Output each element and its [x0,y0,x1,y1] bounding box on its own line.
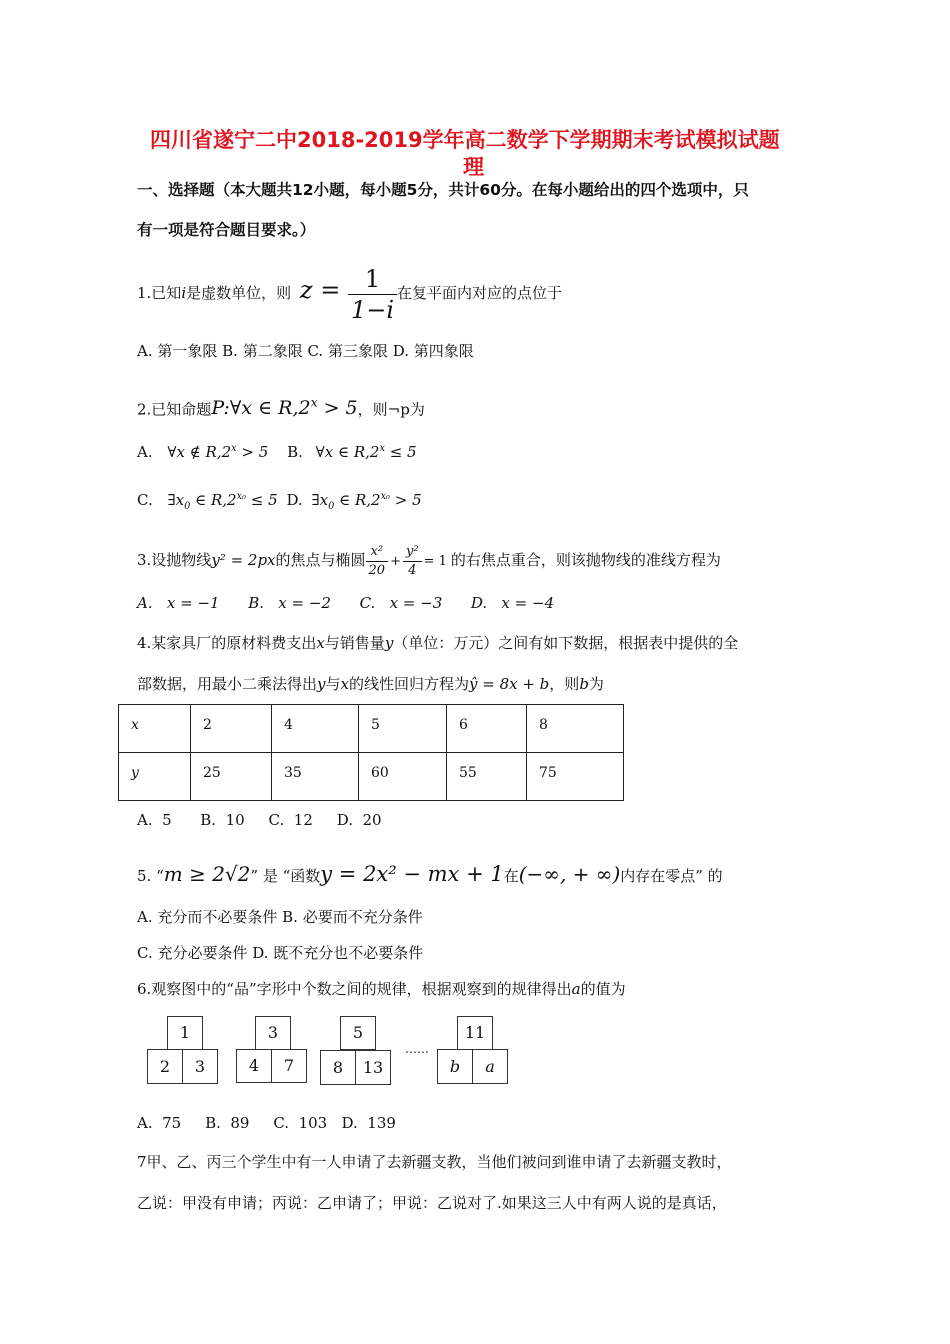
figure-top-box: 1 [167,1016,203,1050]
q4-l2e: 为 [588,675,604,693]
figure-left-box: 2 [147,1049,183,1084]
q2-suffix: ，则¬p为 [357,400,425,419]
question-6 [137,978,626,999]
table-cell: 60 [359,753,447,801]
q3-options: A. x = −1 B. x = −2 C. x = −3 D. x = −4 [137,594,555,612]
figure-right-box: a [472,1049,508,1084]
q3-eqone: = 1 [423,554,447,569]
document-title: 四川省遂宁二中2018-2019学年高二数学下学期期末考试模拟试题 [150,128,780,152]
q3-f1num: x² [366,543,389,562]
q4-b: b [579,675,589,693]
q4-l1c: （单位：万元）之间有如下数据，根据表中提供的全 [393,634,739,652]
question-5 [137,856,723,894]
q5-mid2: 在 [503,867,519,885]
q5-options-cd: C. 充分必要条件 D. 既不充分也不必要条件 [137,944,424,962]
figure-top-box: 5 [340,1016,376,1050]
q3-frac1 [366,543,389,580]
table-row [119,705,624,753]
q5-interval: (−∞, + ∞) [518,862,621,886]
q2-optA-sup: x [231,443,237,454]
q2-optD-sub: 0 [328,501,335,512]
q5-mid1: ” 是 “函数 [250,867,321,885]
q2-options-cd [137,485,422,519]
figure-left-box: 8 [320,1050,356,1085]
q4-l2a: 部数据，用最小二乘法得出 [137,675,318,693]
question-7-line2: 乙说：甲没有申请；丙说：乙申请了；甲说：乙说对了.如果这三人中有两人说的是真话， [137,1194,727,1212]
q6-a: a [571,980,581,998]
table-cell: 25 [191,753,272,801]
q2-optD-mid: ∈ R,2 [334,491,381,509]
q5-options-ab: A. 充分而不必要条件 B. 必要而不充分条件 [137,908,423,926]
q3-f1den: 20 [368,562,386,578]
q4-x2: x [340,675,349,693]
q2-optC-label: C. [137,491,153,509]
q6-text-a: 6.观察图中的“品”字形中个数之间的规律，根据观察到的规律得出 [137,980,572,998]
q2-optA-base: ∀x ∉ R,2 [167,443,232,461]
q2-prop [211,397,357,419]
table-cell: 55 [447,753,527,801]
figure-left-box: 4 [236,1049,272,1083]
q4-x: x [316,634,325,652]
q5-function: y = 2x² − mx + 1 [320,862,504,886]
figure-right-box: 7 [271,1049,307,1083]
q3-f2num: y² [403,543,422,562]
table-cell: 2 [191,705,272,753]
q1-i: i [181,284,187,302]
q2-optD-label: D. [286,491,303,509]
q3-frac2 [403,543,422,580]
table-cell: 4 [272,705,359,753]
question-7-line1: 7甲、乙、丙三个学生中有一人申请了去新疆支教，当他们被问到谁申请了去新疆支教时， [137,1153,732,1171]
q6-options: A. 75 B. 89 C. 103 D. 139 [137,1114,396,1132]
q4-y: y [384,634,394,652]
question-4-line1 [137,632,738,653]
q5-suffix: 内存在零点” 的 [620,867,723,885]
q2-optB-tail: ≤ 5 [384,443,417,461]
table-cell: 35 [272,753,359,801]
q5-condition: m ≥ 2√2 [163,862,251,886]
q2-optD [311,491,422,512]
q3-parabola: y² = 2px [211,551,276,569]
q3-f2den: 4 [408,562,417,578]
table-cell: 5 [359,705,447,753]
q4-y2: y [317,675,326,693]
q2-optC-base: ∃x [167,491,185,509]
figure-left-box: b [437,1049,473,1084]
data-table [118,704,624,801]
q2-optD-sup: x₀ [380,491,390,502]
document-title-line2: 理 [463,155,484,179]
q4-l2c: 的线性回归方程为 [348,675,469,693]
q4-regression: ŷ = 8x + b [469,675,550,693]
q1-num: 1 [348,264,397,295]
q3-prefix: 3.设抛物线 [137,551,212,569]
q3-suffix: 的右焦点重合，则该抛物线的准线方程为 [450,551,721,569]
q1-mid: 是虚数单位，则 [186,284,292,302]
q1-suffix: 在复平面内对应的点位于 [397,284,563,302]
q2-prop-tail: > 5 [317,397,358,420]
q4-l1a: 4.某家具厂的原材料费支出 [137,634,317,652]
q2-prop-sup: x [310,396,318,410]
q2-optB-label: B. [287,443,303,461]
q2-optC-mid: ∈ R,2 [190,491,237,509]
figure-top-box: 3 [255,1016,291,1050]
table-cell: y [119,753,191,801]
q2-optB-base: ∀x ∈ R,2 [315,443,380,461]
q2-optA [167,443,268,461]
q1-den: 1−i [350,295,394,324]
q2-optA-tail: > 5 [236,443,269,461]
figure-right-box: 13 [355,1050,391,1085]
question-1 [137,250,562,330]
table-cell: x [119,705,191,753]
q3-plus: + [390,554,401,569]
q2-prefix: 2.已知命题 [137,400,212,419]
q2-options-ab [137,437,417,464]
figure-right-box: 3 [182,1049,218,1084]
q4-l2d: ，则 [549,675,580,693]
question-2 [137,390,425,422]
q2-optB [316,443,417,461]
q5-prefix: 5. “ [137,867,164,885]
q4-l2b: 与 [325,675,341,693]
q3-mid: 的焦点与椭圆 [275,551,366,569]
q2-optC [167,491,278,512]
table-cell: 75 [527,753,624,801]
figure-top-box: 11 [457,1016,493,1050]
table-cell: 8 [527,705,624,753]
q2-optC-tail: ≤ 5 [246,491,278,509]
table-row [119,753,624,801]
q2-optC-sub: 0 [184,501,191,512]
q2-optC-sup: x₀ [236,491,246,502]
q1-fraction [348,264,397,325]
question-3 [137,530,721,590]
section-heading: 一、选择题（本大题共12小题，每小题5分，共计60分。在每小题给出的四个选项中，只 [137,181,749,199]
q2-optD-base: ∃x [311,491,329,509]
q1-z: z = [299,276,348,304]
q2-optB-sup: x [379,443,385,454]
q1-prefix: 1.已知 [137,284,182,302]
section-heading-line2: 有一项是符合题目要求。） [137,221,316,239]
q4-options: A. 5 B. 10 C. 12 D. 20 [137,811,382,829]
q2-optD-tail: > 5 [389,491,422,509]
table-cell: 6 [447,705,527,753]
q4-l1b: 与销售量 [324,634,385,652]
q2-optA-label: A. [137,443,153,461]
q2-prop-base: P:∀x ∈ R,2 [211,397,311,420]
q1-options: A. 第一象限 B. 第二象限 C. 第三象限 D. 第四象限 [137,342,474,360]
question-4-line2 [137,673,604,694]
q6-ellipsis: …… [405,1042,429,1056]
q6-text-b: 的值为 [580,980,626,998]
